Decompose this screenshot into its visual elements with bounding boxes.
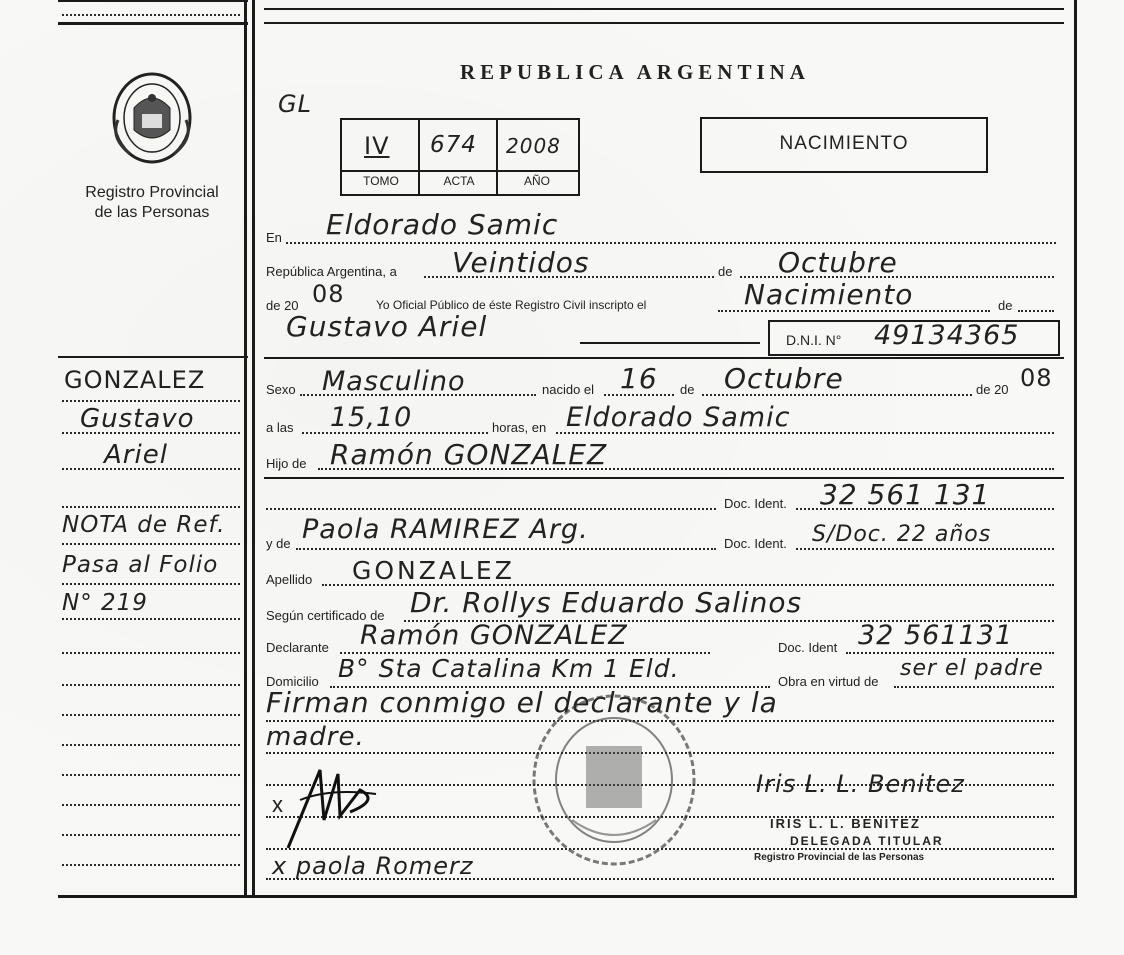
birth-time-value: 15,10	[330, 402, 413, 433]
acta-label: ACTA	[443, 174, 475, 188]
domicile-value: B° Sta Catalina Km 1 Eld.	[338, 654, 680, 683]
margin-line	[62, 774, 240, 776]
main-column-divider	[252, 0, 255, 895]
margin-note-2: Pasa al Folio	[62, 552, 219, 578]
time-label: a las	[266, 420, 294, 435]
declarant-doc-value: 32 561131	[858, 620, 1014, 651]
margin-line	[62, 804, 240, 806]
de-label-2: de	[998, 298, 1013, 313]
mother-value: Paola RAMIREZ Arg.	[302, 514, 589, 545]
certificate-label: Según certificado de	[266, 608, 385, 623]
dni-box	[768, 320, 1060, 356]
surname-value: GONZALEZ	[352, 556, 515, 585]
country-title: REPUBLICA ARGENTINA	[460, 60, 810, 84]
name-line	[580, 342, 760, 344]
margin-line	[62, 618, 240, 620]
officer-label: Yo Oficial Público de éste Registro Civil inscripto el	[376, 298, 647, 312]
margin-given-name-1: Gustavo	[80, 404, 195, 434]
margin-line	[62, 543, 240, 545]
margin-line	[62, 583, 240, 585]
sex-value: Masculino	[322, 366, 466, 397]
tomo-value: IV	[364, 132, 390, 160]
acta-value: 674	[430, 132, 477, 158]
father-continuation-line	[266, 508, 716, 510]
registered-value: Nacimiento	[744, 278, 914, 311]
dni-value: 49134365	[874, 320, 1020, 351]
provincial-seal-icon	[104, 68, 200, 168]
margin-line	[62, 506, 240, 508]
de-label-1: de	[718, 264, 733, 279]
father-doc-value: 32 561 131	[820, 478, 991, 511]
father-value: Ramón GONZALEZ	[330, 438, 608, 471]
closing-text-2: madre.	[266, 722, 365, 752]
margin-line	[62, 684, 240, 686]
father-signature	[280, 760, 390, 860]
declarant-value: Ramón GONZALEZ	[360, 620, 628, 651]
en-label: En	[266, 230, 282, 245]
surname-label: Apellido	[266, 572, 313, 587]
anio-label: AÑO	[523, 174, 550, 188]
bottom-rule	[58, 895, 1077, 898]
officer-signature: Iris L. L. Benitez	[756, 770, 965, 798]
place-value: Eldorado Samic	[326, 208, 559, 241]
mother-line	[296, 548, 716, 550]
doc-label-2: Doc. Ident.	[724, 536, 787, 551]
mother-label: y de	[266, 536, 291, 551]
margin-line	[62, 864, 240, 866]
margin-surname: GONZALEZ	[64, 366, 206, 394]
father-label: Hijo de	[266, 456, 307, 471]
right-border	[1074, 0, 1077, 895]
left-column-divider	[244, 0, 247, 895]
margin-line	[62, 714, 240, 716]
left-column-top-rule	[58, 0, 248, 2]
margin-note-3: N° 219	[62, 590, 148, 616]
margin-line	[62, 834, 240, 836]
de20-label: de 20	[976, 382, 1009, 397]
birth-month-value: Octubre	[724, 362, 844, 395]
mother-doc-line	[796, 548, 1054, 550]
declarant-doc-line	[846, 652, 1054, 654]
margin-line	[62, 652, 240, 654]
acts-as-value: ser el padre	[900, 656, 1044, 681]
registry-name-line2: de las Personas	[94, 204, 210, 221]
de-label-3: de	[680, 382, 695, 397]
registry-name-line1: Registro Provincial	[85, 184, 219, 201]
margin-section-rule	[58, 356, 248, 358]
record-number-table	[340, 118, 580, 196]
sex-label: Sexo	[266, 382, 296, 397]
republic-label: República Argentina, a	[266, 264, 397, 279]
acts-as-label: Obra en virtud de	[778, 674, 879, 689]
hours-label: horas, en	[492, 420, 547, 435]
left-column-rule	[58, 22, 248, 25]
birth-year-value: 08	[1020, 364, 1053, 392]
top-rule	[264, 8, 1064, 10]
doc-label-1: Doc. Ident.	[724, 496, 787, 511]
day-value: Veintidos	[452, 246, 590, 279]
record-type: NACIMIENTO	[779, 133, 909, 154]
anio-value: 2008	[506, 134, 561, 158]
officer-stamp-title: DELEGADA TITULAR	[790, 834, 944, 848]
clerk-initials: GL	[278, 90, 312, 118]
child-name: Gustavo Ariel	[286, 310, 488, 343]
acts-as-line	[894, 686, 1054, 688]
margin-line	[62, 744, 240, 746]
year-prefix-label: de 20	[266, 298, 299, 313]
officer-stamp-registry: Registro Provincial de las Personas	[754, 852, 925, 863]
mother-doc-value: S/Doc. 22 años	[812, 522, 992, 547]
doc-label-3: Doc. Ident	[778, 640, 838, 655]
birth-day-value: 16	[620, 362, 658, 395]
margin-line	[62, 400, 240, 402]
place-line	[286, 242, 1056, 244]
certifier-value: Dr. Rollys Eduardo Salinos	[410, 586, 803, 619]
record-type-box	[700, 117, 988, 173]
birth-place-value: Eldorado Samic	[566, 402, 791, 433]
domicile-label: Domicilio	[266, 674, 319, 689]
tomo-label: TOMO	[363, 174, 399, 188]
margin-given-name-2: Ariel	[104, 440, 168, 470]
de-line-2	[1018, 310, 1054, 312]
declarant-label: Declarante	[266, 640, 329, 655]
official-round-stamp	[528, 690, 700, 870]
mother-signature: x paola Romerz	[272, 852, 474, 880]
x-mark: x	[272, 792, 283, 817]
dni-label: D.N.I. N°	[786, 332, 842, 348]
margin-note-1: NOTA de Ref.	[62, 512, 226, 538]
closing-text-1: Firman conmigo el declarante y la	[266, 686, 778, 719]
year-value: 08	[312, 280, 345, 308]
margin-line	[62, 14, 240, 16]
section-rule	[264, 357, 1064, 359]
month-value: Octubre	[778, 246, 898, 279]
born-label: nacido el	[542, 382, 595, 397]
officer-stamp-name: IRIS L. L. BENITEZ	[770, 816, 921, 831]
top-rule-2	[264, 22, 1064, 24]
